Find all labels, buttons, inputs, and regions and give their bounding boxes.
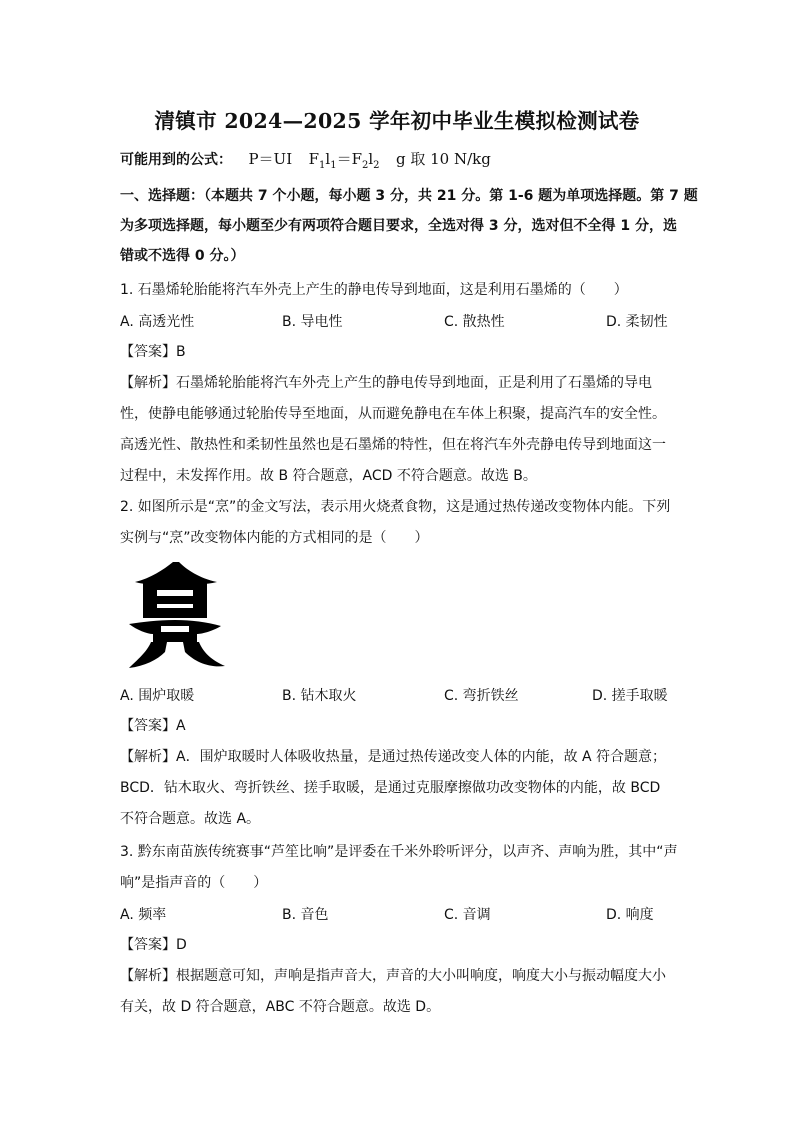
q2-answer: 【答案】A — [120, 718, 186, 734]
q2-analysis-line-2: BCD．钻木取火、弯折铁丝、搓手取暖，是通过克服摩擦做功改变物体的内能，故 BCD — [120, 780, 661, 796]
q1-option-a: A. 高透光性 — [120, 314, 195, 330]
q1-stem: 1. 石墨烯轮胎能将汽车外壳上产生的静电传导到地面，这是利用石墨烯的（ ） — [120, 282, 628, 298]
page-title: 清镇市 2024—2025 学年初中毕业生模拟检测试卷 — [154, 109, 640, 133]
formula-lever: $F_1l_1=F_2l_2$ — [308, 150, 380, 171]
q1-answer: 【答案】B — [120, 344, 186, 360]
q1-analysis-line-1: 【解析】石墨烯轮胎能将汽车外壳上产生的静电传导到地面，正是利用了石墨烯的导电 — [120, 375, 652, 391]
q3-answer: 【答案】D — [120, 937, 187, 953]
q3-option-d: D. 响度 — [606, 907, 654, 923]
q3-options — [120, 904, 680, 924]
q3-stem-line-1: 3. 黔东南苗族传统赛事“芦笙比响”是评委在千米外聆听评分，以声齐、声响为胜，其中“声 — [120, 844, 678, 860]
q3-option-b: B. 音色 — [282, 907, 329, 923]
section-instructions-line-2: 为多项选择题，每小题至少有两项符合题目要求，全选对得 3 分，选对但不全得 1 分，选 — [120, 218, 677, 234]
formula-label: 可能用到的公式： — [120, 152, 232, 168]
q3-option-c: C. 音调 — [444, 907, 491, 923]
q2-analysis-line-1: 【解析】A．围炉取暖时人体吸收热量，是通过热传递改变人体的内能，故 A 符合题意； — [120, 749, 667, 765]
section-instructions-line-1: 一、选择题：（本题共 7 个小题，每小题 3 分，共 21 分。第 1-6 题为单项选择题。第 7 题 — [120, 188, 698, 204]
q1-analysis-line-2: 性，使静电能够通过轮胎传导至地面，从而避免静电在车体上积聚，提高汽车的安全性。 — [120, 406, 666, 422]
q1-analysis-line-3: 高透光性、散热性和柔韧性虽然也是石墨烯的特性，但在将汽车外壳静电传导到地面这一 — [120, 437, 666, 453]
formula-line — [120, 148, 491, 171]
q3-stem-line-2: 响”是指声音的（ ） — [120, 875, 268, 891]
section-instructions-line-3: 错或不选得 0 分。） — [120, 248, 245, 264]
q1-analysis-line-4: 过程中，未发挥作用。故 B 符合题意，ACD 不符合题意。故选 B。 — [120, 468, 537, 484]
q2-stem-line-1: 2. 如图所示是“烹”的金文写法，表示用火烧煮食物，这是通过热传递改变物体内能。下列 — [120, 499, 671, 515]
formula-power: P＝UI — [248, 150, 293, 168]
q2-option-a: A. 围炉取暖 — [120, 688, 195, 704]
bronze-script-peng-figure — [121, 560, 229, 672]
q3-analysis-line-1: 【解析】根据题意可知，声响是指声音大，声音的大小叫响度，响度大小与振动幅度大小 — [120, 968, 666, 984]
q2-analysis-line-3: 不符合题意。故选 A。 — [120, 811, 261, 827]
q3-analysis-line-2: 有关，故 D 符合题意，ABC 不符合题意。故选 D。 — [120, 999, 441, 1015]
q2-option-d: D. 搓手取暖 — [592, 688, 668, 704]
q2-options — [120, 685, 680, 705]
q3-option-a: A. 频率 — [120, 907, 167, 923]
q2-stem-line-2: 实例与“烹”改变物体内能的方式相同的是（ ） — [120, 530, 429, 546]
q1-option-d: D. 柔韧性 — [606, 314, 668, 330]
formula-gravity: g 取 10 N/kg — [396, 150, 491, 168]
q1-option-b: B. 导电性 — [282, 314, 343, 330]
q1-options — [120, 311, 680, 331]
q1-option-c: C. 散热性 — [444, 314, 505, 330]
q2-option-b: B. 钻木取火 — [282, 688, 357, 704]
q2-option-c: C. 弯折铁丝 — [444, 688, 519, 704]
